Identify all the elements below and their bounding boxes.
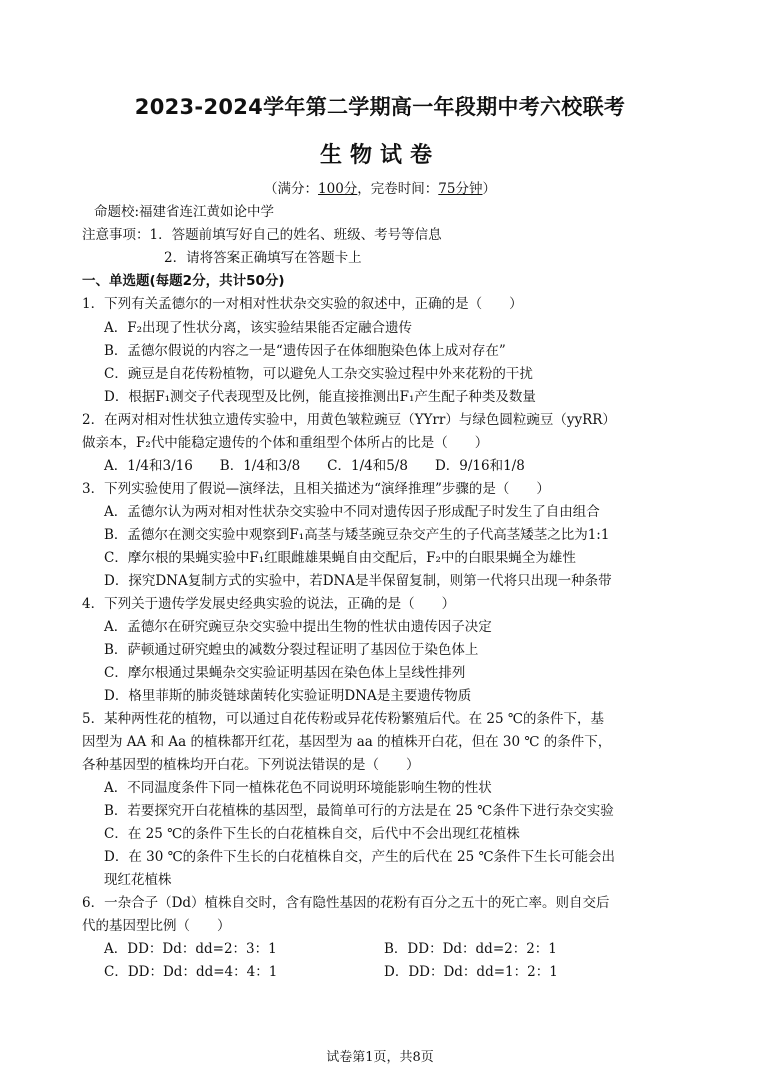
- q4-option-a: A．孟德尔在研究豌豆杂交实验中提出生物的性状由遗传因子决定: [104, 619, 492, 635]
- q5-option-a: A．不同温度条件下同一植株花色不同说明环境能影响生物的性状: [104, 780, 492, 796]
- q3-option-c: C．摩尔根的果蝇实验中F₁红眼雌雄果蝇自由交配后，F₂中的白眼果蝇全为雄性: [104, 550, 576, 566]
- q1-option-a: A．F₂出现了性状分离，该实验结果能否定融合遗传: [104, 320, 413, 336]
- question-5-stem-line-3: 各种基因型的植株均开白花。下列说法错误的是（ ）: [82, 757, 420, 773]
- school-line: 命题校:福建省连江黄如论中学: [94, 204, 275, 220]
- q1-option-d: D．根据F₁测交子代表现型及比例，能直接推测出F₁产生配子种类及数量: [104, 389, 536, 405]
- q3-option-b: B．孟德尔在测交实验中观察到F₁高茎与矮茎豌豆杂交产生的子代高茎矮茎之比为1:1: [104, 527, 610, 543]
- q6-option-a: A．DD：Dd：dd=2：3：1: [104, 941, 277, 957]
- q5-option-d-cont: 现红花植株: [104, 872, 172, 888]
- q5-option-d: D．在 30 ℃的条件下生长的白花植株自交，产生的后代在 25 ℃条件下生长可能会出: [104, 849, 616, 865]
- q4-option-b: B．萨顿通过研究蝗虫的减数分裂过程证明了基因位于染色体上: [104, 642, 479, 658]
- question-5-stem-line-2: 因型为 AA 和 Aa 的植株都开红花，基因型为 aa 的植株开白花，但在 30 ℃ 的条件下，: [82, 734, 612, 750]
- exam-duration: 75分钟: [438, 181, 483, 197]
- section-heading: 一、单选题(每题2分，共计50分): [82, 273, 285, 289]
- q4-option-c: C．摩尔根通过果蝇杂交实验证明基因在染色体上呈线性排列: [104, 665, 466, 681]
- question-1-stem: 1．下列有关孟德尔的一对相对性状杂交实验的叙述中，正确的是（ ）: [82, 296, 523, 312]
- question-6-stem-line-1: 6．一杂合子（Dd）植株自交时，含有隐性基因的花粉有百分之五十的死亡率。则自交后: [82, 895, 610, 911]
- q6-option-d: D．DD：Dd：dd=1：2：1: [384, 964, 558, 980]
- question-5-stem-line-1: 5．某种两性花的植物，可以通过自花传粉或异花传粉繁殖后代。在 25 ℃的条件下，基: [82, 711, 604, 727]
- question-6-stem-line-2: 代的基因型比例（ ）: [82, 918, 231, 934]
- q2-options: A．1/4和3/16 B．1/4和3/8 C．1/4和5/8 D．9/16和1/8: [104, 458, 525, 474]
- q4-option-d: D．格里菲斯的肺炎链球菌转化实验证明DNA是主要遗传物质: [104, 688, 472, 704]
- notice-line-2: 2．请将答案正确填写在答题卡上: [164, 250, 362, 266]
- page-footer: 试卷第1页，共8页: [326, 1050, 434, 1065]
- exam-title: 2023-2024学年第二学期高一年段期中考六校联考: [134, 95, 626, 119]
- q5-option-b: B．若要探究开白花植株的基因型，最简单可行的方法是在 25 ℃条件下进行杂交实验: [104, 803, 614, 819]
- q3-option-a: A．孟德尔认为两对相对性状杂交实验中不同对遗传因子形成配子时发生了自由组合: [104, 504, 600, 520]
- exam-subtitle: 生物试卷: [319, 143, 440, 168]
- q1-option-b: B．孟德尔假说的内容之一是“遗传因子在体细胞染色体上成对存在”: [104, 343, 506, 359]
- q3-option-d: D．探究DNA复制方式的实验中，若DNA是半保留复制，则第一代将只出现一种条带: [104, 573, 612, 589]
- q5-option-c: C．在 25 ℃的条件下生长的白花植株自交，后代中不会出现红花植株: [104, 826, 520, 842]
- notice-line-1: 注意事项：1．答题前填写好自己的姓名、班级、考号等信息: [82, 227, 442, 243]
- question-2-stem-line-2: 做亲本，F₂代中能稳定遗传的个体和重组型个体所占的比是（ ）: [82, 435, 489, 451]
- q1-option-c: C．豌豆是自花传粉植物，可以避免人工杂交实验过程中外来花粉的干扰: [104, 366, 533, 382]
- full-score: 100分: [318, 181, 358, 197]
- q6-option-c: C．DD：Dd：dd=4：4：1: [104, 964, 278, 980]
- question-3-stem: 3．下列实验使用了假说—演绎法，且相关描述为“演绎推理”步骤的是（ ）: [82, 481, 550, 497]
- score-time-line: （满分：100分，完卷时间：75分钟）: [264, 181, 496, 197]
- question-2-stem-line-1: 2．在两对相对性状独立遗传实验中，用黄色皱粒豌豆（YYrr）与绿色圆粒豌豆（yyRR）: [82, 412, 616, 428]
- question-4-stem: 4．下列关于遗传学发展史经典实验的说法，正确的是（ ）: [82, 596, 456, 612]
- q6-option-b: B．DD：Dd：dd=2：2：1: [384, 941, 557, 957]
